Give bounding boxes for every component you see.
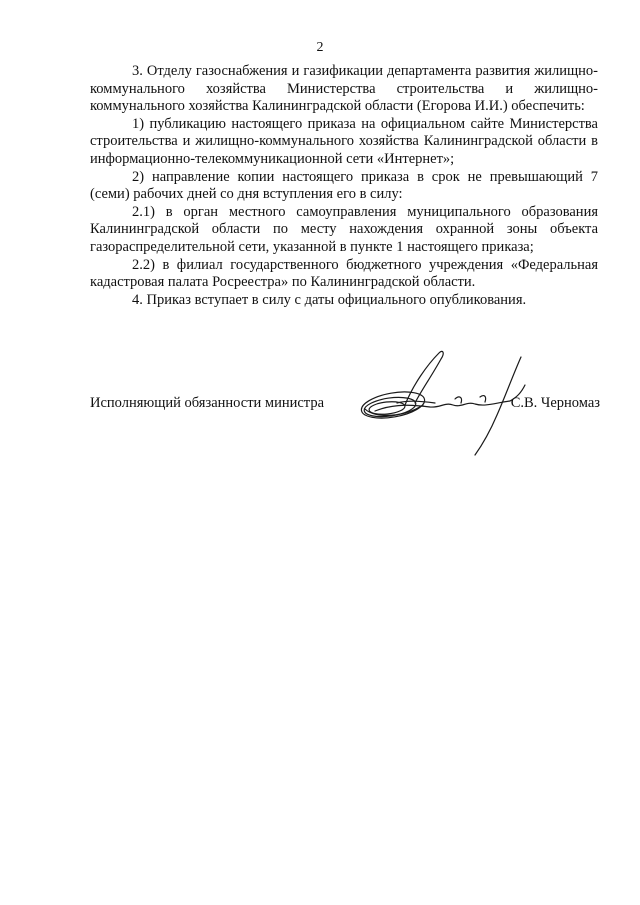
paragraph-subitem-2: 2) направление копии настоящего приказа в срок не превышающий 7 (семи) рабочих дней со дня вступления его в силу: — [90, 168, 598, 203]
signatory-title: Исполняющий обязанности министра — [90, 395, 325, 411]
order-body — [90, 63, 598, 309]
signatory-name: С.В. Черномаз — [510, 395, 600, 411]
paragraph-subitem-2-2: 2.2) в филиал государственного бюджетного учреждения «Федеральная кадастровая палата Росреестра» по Калининградской области. — [90, 256, 598, 291]
paragraph-subitem-2-1: 2.1) в орган местного самоуправления муниципального образования Калининградской области по месту нахождения охранной зоны объекта газораспределительной сети, указанной в пункте 1 настоящего приказа; — [90, 203, 598, 255]
paragraph-subitem-1: 1) публикацию настоящего приказа на официальном сайте Министерства строительства и жилищно-коммунального хозяйства Калининградской области в информационно-телекоммуникационной сети «Интернет»; — [90, 115, 598, 167]
page-number: 2 — [316, 40, 324, 55]
signature-block — [90, 395, 600, 415]
paragraph-item-4: 4. Приказ вступает в силу с даты официального опубликования. — [132, 291, 527, 308]
paragraph-item-3: 3. Отделу газоснабжения и газификации департамента развития жилищно-коммунального хозяйства Министерства строительства и жилищно-коммунального хозяйства Калининградской области (Егорова И.И.) обеспечить: — [90, 63, 598, 115]
